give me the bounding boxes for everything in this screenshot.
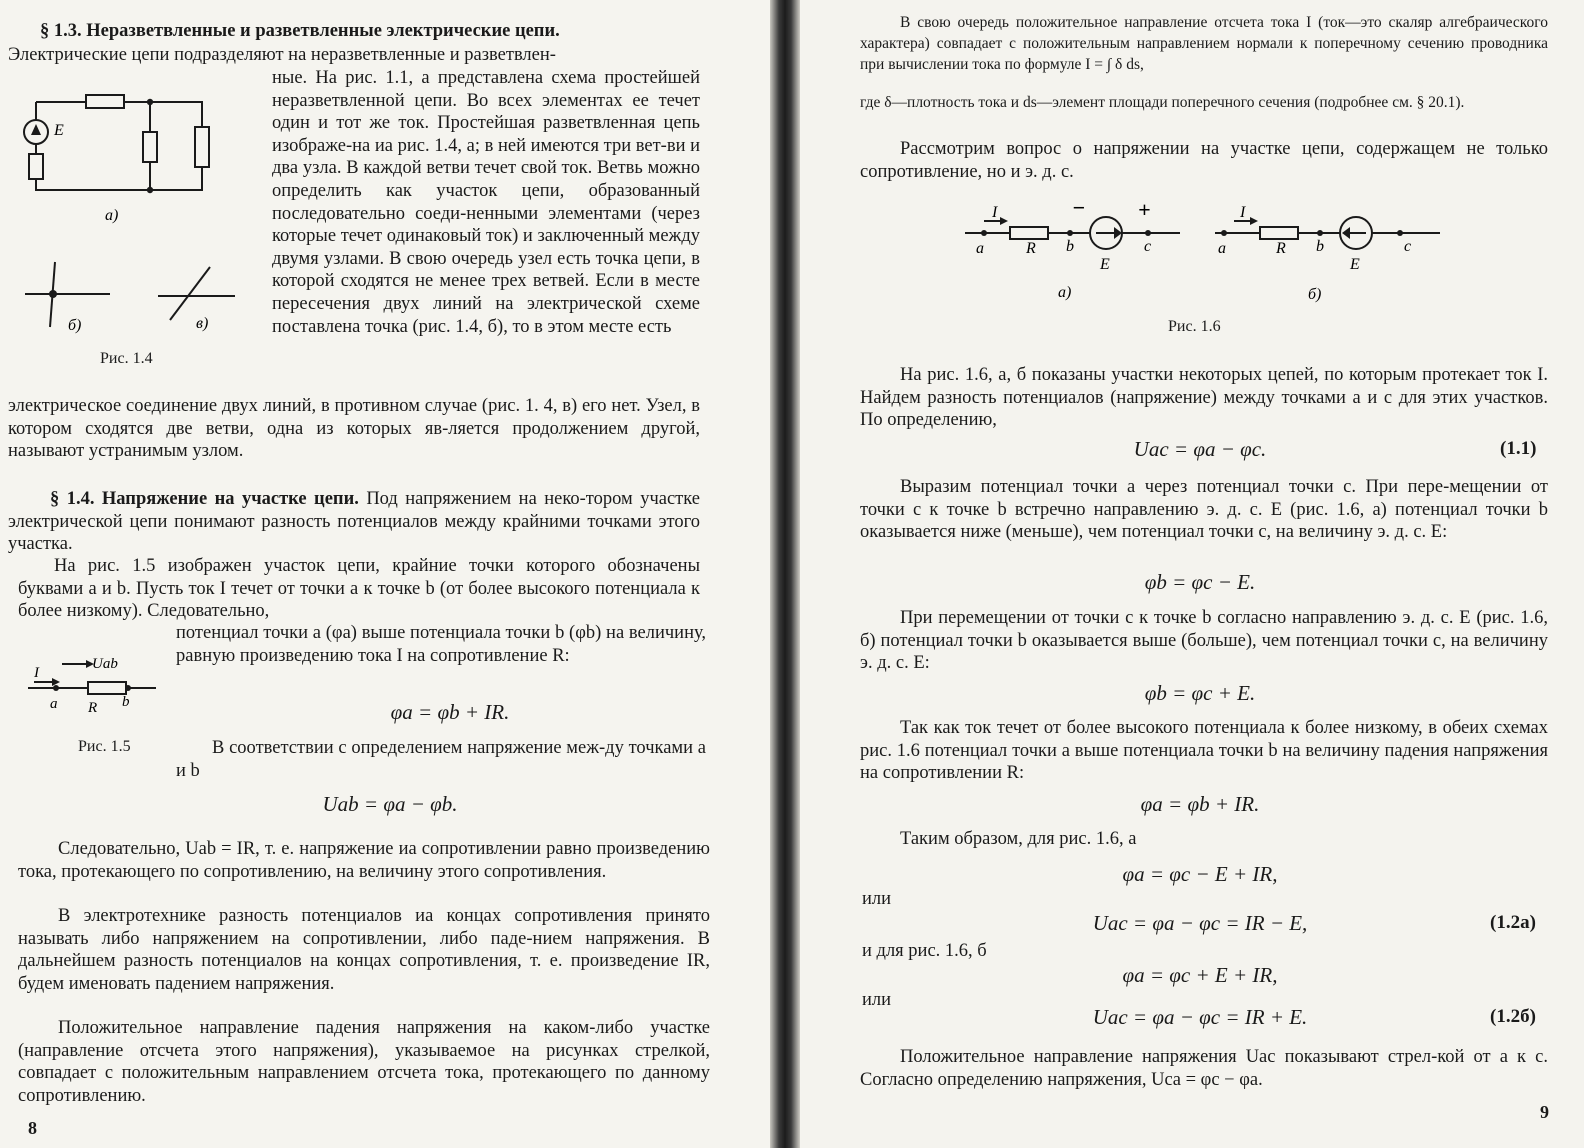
left-page — [0, 0, 770, 1148]
section-1-3-intro-line: Электрические цепи подразделяют на неразветвленные и разветвлен- — [8, 45, 556, 65]
paragraph-positive-direction: Положительное направление падения напряжения на каком-либо участке (направление отсчета этого напряжения), указываемое на рисунках стрелкой, совпадает с положительным направлением отсчета тока, протекающего по данному сопротивлению. — [18, 1018, 710, 1106]
equation-phi-a: φa = φb + IR. — [390, 700, 510, 724]
fig16b-c-label: c — [1404, 238, 1412, 255]
section-1-4-heading: § 1.4. Напряжение на участке цепи. — [50, 489, 359, 509]
equation-1-2a: Uac = φa − φc = IR − E, — [1092, 911, 1308, 935]
figure-1-6-caption: Рис. 1.6 — [1168, 318, 1221, 335]
equation-phi-a-1: φa = φc − E + IR, — [1122, 862, 1278, 886]
equation-phi-b-plus: φb = φc + E. — [1144, 681, 1256, 705]
figure-1-4-caption: Рис. 1.4 — [100, 350, 153, 367]
fig16a-a-label: a — [976, 240, 984, 257]
resistor-left — [29, 154, 43, 179]
paragraph-sledovatelno: Следовательно, Uab = IR, т. е. напряжение иа сопротивлении равно произведению тока, протекающего по сопротивлению, на величину этого сопротивления. — [18, 839, 710, 882]
paragraph-takim: Таким образом, для рис. 1.6, а — [900, 829, 1137, 849]
equation-phi-a-2: φa = φc + E + IR, — [1122, 963, 1278, 987]
left-page-number: 8 — [28, 1118, 37, 1138]
fig14-label-a: а) — [105, 207, 119, 224]
equation-uab: Uab = φa − φb. — [322, 792, 458, 816]
fig15-a-label: a — [50, 696, 58, 712]
fig16a-r-label: R — [1026, 240, 1036, 257]
equation-phi-b-minus: φb = φc − E. — [1144, 570, 1256, 594]
section-1-3-continued-text: электрическое соединение двух линий, в противном случае (рис. 1. 4, в) его нет. Узел, в котором сходятся две ветви, одна из которых яв-ляется продолжением другой, называют устранимым узлом. — [8, 396, 700, 462]
section-1-4-wrapped-text-2: В соответствии с определением напряжение меж-ду точками а и b — [176, 738, 706, 781]
right-page — [800, 0, 1584, 1148]
section-1-3-heading: § 1.3. Неразветвленные и разветвленные электрические цепи. — [40, 21, 560, 41]
section-1-4-paragraph-2: На рис. 1.5 изображен участок цепи, крайние точки которого обозначены буквами а и b. Пусть ток I течет от точки а к точке b (от более высокого потенциала к более низкому). Следовательно, — [18, 556, 700, 622]
equation-1-2b-number: (1.2б) — [1490, 1006, 1536, 1027]
fig16a-minus-sign: − — [1072, 195, 1086, 220]
fig14-label-v: в) — [196, 315, 209, 332]
word-ili-2: или — [862, 990, 892, 1010]
fig16a-current-label: I — [992, 204, 998, 221]
fig15-b-label: b — [122, 694, 130, 710]
section-1-3-wrapped-text: ные. На рис. 1.1, а представлена схема простейшей неразветвленной цепи. Во всех элементах ее течет один и тот же ток. Простейшая разветвленная цепь изображе-на иа рис. 1.4, а; в ней имеются три вет-ви и два узла. В каждой ветви течет свой ток. Ветвь можно определить как участок цепи, образованный последовательно соеди-ненными элементами (через которые течет одинаковый ток) и заключенный между двумя узлами. В свою очередь узел есть точка цепи, в которой сходятся не менее трех ветвей. Если в месте пересечения двух линий на электрической схеме поставлена точка (рис. 1.4, б), то в этом месте есть — [272, 68, 700, 337]
paragraph-vyrazim: Выразим потенциал точки а через потенциал точки с. При пере-мещении от точки с к точке b встречно направлению э. д. с. E (рис. 1.6, а) потенциал точки b оказывается ниже (меньше), чем потенциал точки с, на величину э. д. с. E: — [860, 477, 1548, 543]
paragraph-positive-voltage: Положительное направление напряжения Uac показывают стрел-кой от а к с. Согласно определению напряжения, Uca = φc − φa. — [860, 1047, 1548, 1090]
paragraph-tak-kak: Так как ток течет от более высокого потенциала к более низкому, в обеих схемах рис. 1.6 потенциал точки а выше потенциала точки b на величину падения напряжения на сопротивлении R: — [860, 718, 1548, 784]
fig15-uab-label: Uab — [92, 656, 118, 672]
fig16a-e-label: E — [1100, 256, 1110, 273]
equation-1-2a-number: (1.2а) — [1490, 912, 1536, 933]
fig16b-current-label: I — [1240, 204, 1246, 221]
fig16b-r-label: R — [1276, 240, 1286, 257]
paragraph-dlya-ris: и для рис. 1.6, б — [862, 941, 987, 961]
fig16-label-a: а) — [1058, 284, 1072, 301]
paragraph-consider: Рассмотрим вопрос о напряжении на участке цепи, содержащем не только сопротивление, но и э. д. с. — [860, 139, 1548, 182]
paragraph-current-direction: В свою очередь положительное направление отсчета тока I (ток—это скаляр алгебраического характера) совпадает с положительным направлением нормали к поперечному сечению проводника при вычислении тока по формуле I = ∫ δ ds, — [860, 14, 1548, 73]
fig16a-plus-sign: + — [1138, 197, 1151, 222]
figure-1-5 — [28, 650, 168, 720]
right-page-number: 9 — [1540, 1102, 1549, 1122]
fig14-label-b: б) — [68, 317, 82, 334]
equation-1-1: Uac = φa − φc. — [1133, 437, 1267, 461]
equation-1-1-number: (1.1) — [1500, 438, 1537, 459]
paragraph-pri: При перемещении от точки с к точке b согласно направлению э. д. с. E (рис. 1.6, б) потенциал точки b оказывается выше (больше), чем потенциал точки с, на величину э. д. с. E: — [860, 608, 1548, 674]
section-1-4-definition: Под напряжением на неко-тором участке электрической цепи понимают разность потенциалов между крайними точками этого участка. — [8, 489, 701, 555]
fig16-label-b: б) — [1308, 286, 1322, 303]
resistor-top — [86, 95, 124, 108]
paragraph-na-ris-16: На рис. 1.6, а, б показаны участки некоторых цепей, по которым протекает ток I. Найдем разность потенциалов (напряжение) между точками а и с для этих участков. По определению, — [860, 365, 1548, 431]
fig16b-a-label: a — [1218, 240, 1226, 257]
section-1-4-wrapped-text-1: потенциал точки а (φa) выше потенциала точки b (φb) на величину, равную произведению тока I на сопротивление R: — [176, 623, 706, 666]
word-ili-1: или — [862, 889, 892, 909]
paragraph-current-density: где δ—плотность тока и ds—элемент площади поперечного сечения (подробнее см. § 20.1). — [860, 94, 1465, 111]
paragraph-electrotechnics: В электротехнике разность потенциалов иа концах сопротивления принято называть либо напряжением на сопротивлении, либо паде-нием напряжения. В дальнейшем разность потенциалов на концах сопротивления, т. е. произведение IR, будем именовать падением напряжения. — [18, 906, 710, 994]
figure-1-4 — [10, 72, 250, 372]
section-1-4-first-paragraph — [8, 488, 700, 556]
fig16a-c-label: c — [1144, 238, 1152, 255]
book-gutter — [770, 0, 800, 1148]
fig16a-b-label: b — [1066, 238, 1074, 255]
equation-1-2b: Uac = φa − φc = IR + E. — [1092, 1005, 1308, 1029]
fig15-current-label: I — [34, 665, 39, 681]
equation-phi-a-right: φa = φb + IR. — [1140, 792, 1260, 816]
figure-1-6 — [960, 195, 1460, 310]
fig16b-b-label: b — [1316, 238, 1324, 255]
figure-1-5-caption: Рис. 1.5 — [78, 738, 131, 755]
fig14-emf-label: E — [54, 122, 64, 139]
fig16b-e-label: E — [1350, 256, 1360, 273]
fig15-r-label: R — [88, 700, 98, 716]
